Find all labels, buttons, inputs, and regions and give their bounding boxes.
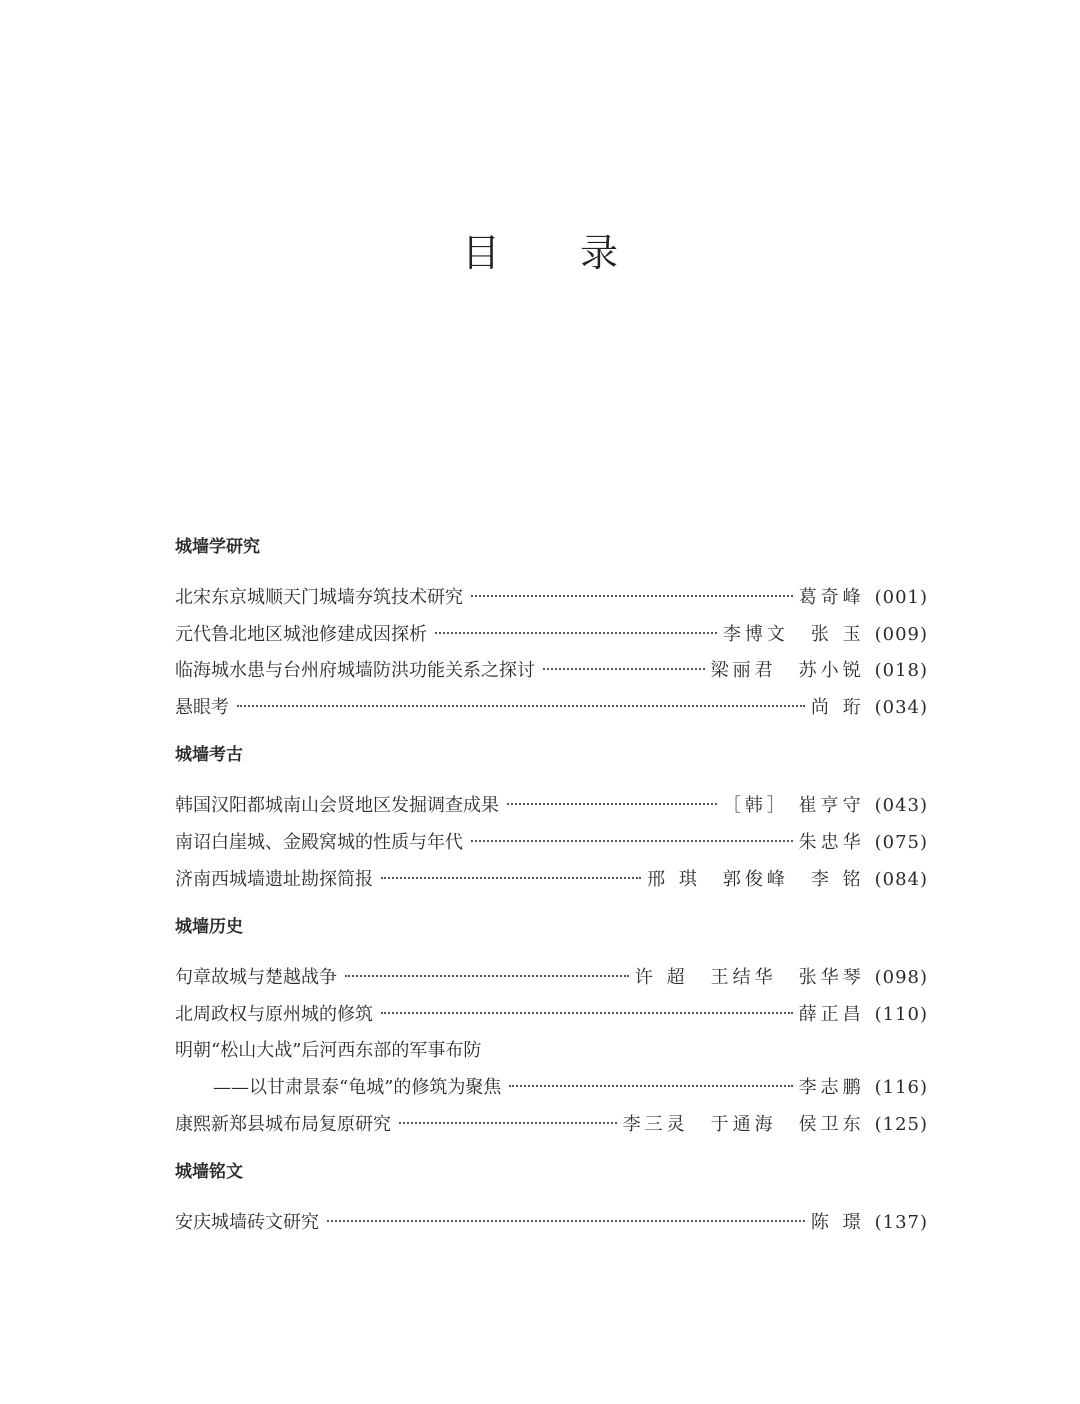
entry-page: (084) [874,868,928,890]
dot-leader [509,1085,792,1087]
toc-entry[interactable] [175,690,928,727]
entry-page: (098) [874,967,928,989]
toc-entry[interactable] [175,788,928,825]
author: 张 玉 [810,623,865,645]
author: 朱忠华 [798,831,865,853]
toc-entry[interactable] [175,617,928,654]
section-heading: 城墙铭文 [175,1162,243,1183]
author: 李 铭 [810,868,865,890]
entry-title: 安庆城墙砖文研究 [175,1212,319,1234]
entry-authors [799,580,865,617]
author: 于通海 [710,1113,777,1135]
entry-title: 临海城水患与台州府城墙防洪功能关系之探讨 [175,660,535,682]
dot-leader [435,632,717,634]
author: 许 超 [634,967,689,989]
author: 张华琴 [798,967,865,989]
entry-authors [711,653,865,690]
section-heading: 城墙学研究 [175,537,260,557]
entry-authors [723,617,865,654]
entry-title: 北宋东京城顺天门城墙夯筑技术研究 [175,587,463,608]
toc-entry[interactable] [175,1033,928,1070]
entry-page: (125) [874,1113,928,1135]
entry-page: (009) [874,623,928,645]
entry-authors [647,862,864,899]
entry-authors [623,1107,865,1144]
dot-leader [327,1220,805,1222]
author: 邢 琪 [647,868,701,890]
author: ［韩］ 崔亨守 [722,795,865,817]
dot-leader [471,595,793,597]
toc-entry[interactable] [175,825,928,862]
toc-section [175,528,928,726]
entry-authors [799,1070,865,1107]
author: 尚 珩 [810,696,865,718]
entry-title: 北周政权与原州城的修筑 [175,1003,373,1025]
entry-page: (110) [874,1003,928,1025]
dot-leader [471,840,793,842]
author: 郭俊峰 [722,868,789,890]
entry-title: 明朝“松山大战”后河西东部的军事布防 [175,1040,482,1062]
toc-entry[interactable] [175,1205,928,1242]
entry-page: (137) [874,1212,928,1234]
toc-entry-subtitle[interactable] [175,1070,928,1107]
entry-title: 元代鲁北地区城池修建成因探析 [175,623,427,645]
toc-entry[interactable] [175,580,928,617]
dot-leader [399,1122,617,1124]
dot-leader [345,975,629,977]
entry-authors [635,960,865,997]
toc-entry[interactable] [175,862,928,899]
entry-title: ——以甘肃景泰“龟城”的修筑为聚焦 [213,1076,502,1098]
entry-authors [811,690,865,727]
entry-page: (018) [874,660,928,682]
toc-section [175,736,928,898]
author: 陈 璟 [810,1212,865,1234]
entry-authors [723,788,865,825]
author: 李博文 [722,623,789,645]
entry-page: (116) [874,1076,928,1098]
entry-title: 康熙新郑县城布局复原研究 [175,1113,391,1135]
entry-authors [799,997,865,1034]
entry-page: (001) [874,587,928,608]
entry-title: 南诏白崖城、金殿窝城的性质与年代 [175,831,463,853]
entry-title: 济南西城墙遗址勘探简报 [175,868,373,890]
dot-leader [381,1012,793,1014]
author: 李三灵 [622,1113,689,1135]
author: 侯卫东 [798,1113,865,1135]
author: 李志鹏 [798,1076,865,1098]
entry-authors [811,1205,865,1242]
dot-leader [507,803,717,805]
entry-title: 悬眼考 [175,696,229,718]
toc-entry[interactable] [175,960,928,997]
dot-leader [543,668,705,670]
table-of-contents [175,528,928,1242]
toc-section [175,908,928,1143]
author: 王结华 [710,967,777,989]
dot-leader [381,877,641,879]
entry-page: (034) [874,696,928,718]
entry-authors [799,825,865,862]
section-heading: 城墙考古 [175,745,243,766]
page-title: 目 录 [461,231,653,275]
author: 梁丽君 [710,660,777,682]
toc-entry[interactable] [175,1107,928,1144]
author: 薛正昌 [798,1003,865,1025]
author: 葛奇峰 [798,587,865,608]
author: 苏小锐 [798,660,865,682]
entry-title: 句章故城与楚越战争 [175,967,337,989]
toc-section [175,1153,928,1242]
dot-leader [237,705,805,707]
toc-entry[interactable] [175,997,928,1034]
section-heading: 城墙历史 [175,917,243,938]
entry-page: (075) [874,831,928,853]
entry-title: 韩国汉阳都城南山会贤地区发掘调查成果 [175,795,499,817]
entry-page: (043) [874,795,928,817]
toc-entry[interactable] [175,653,928,690]
